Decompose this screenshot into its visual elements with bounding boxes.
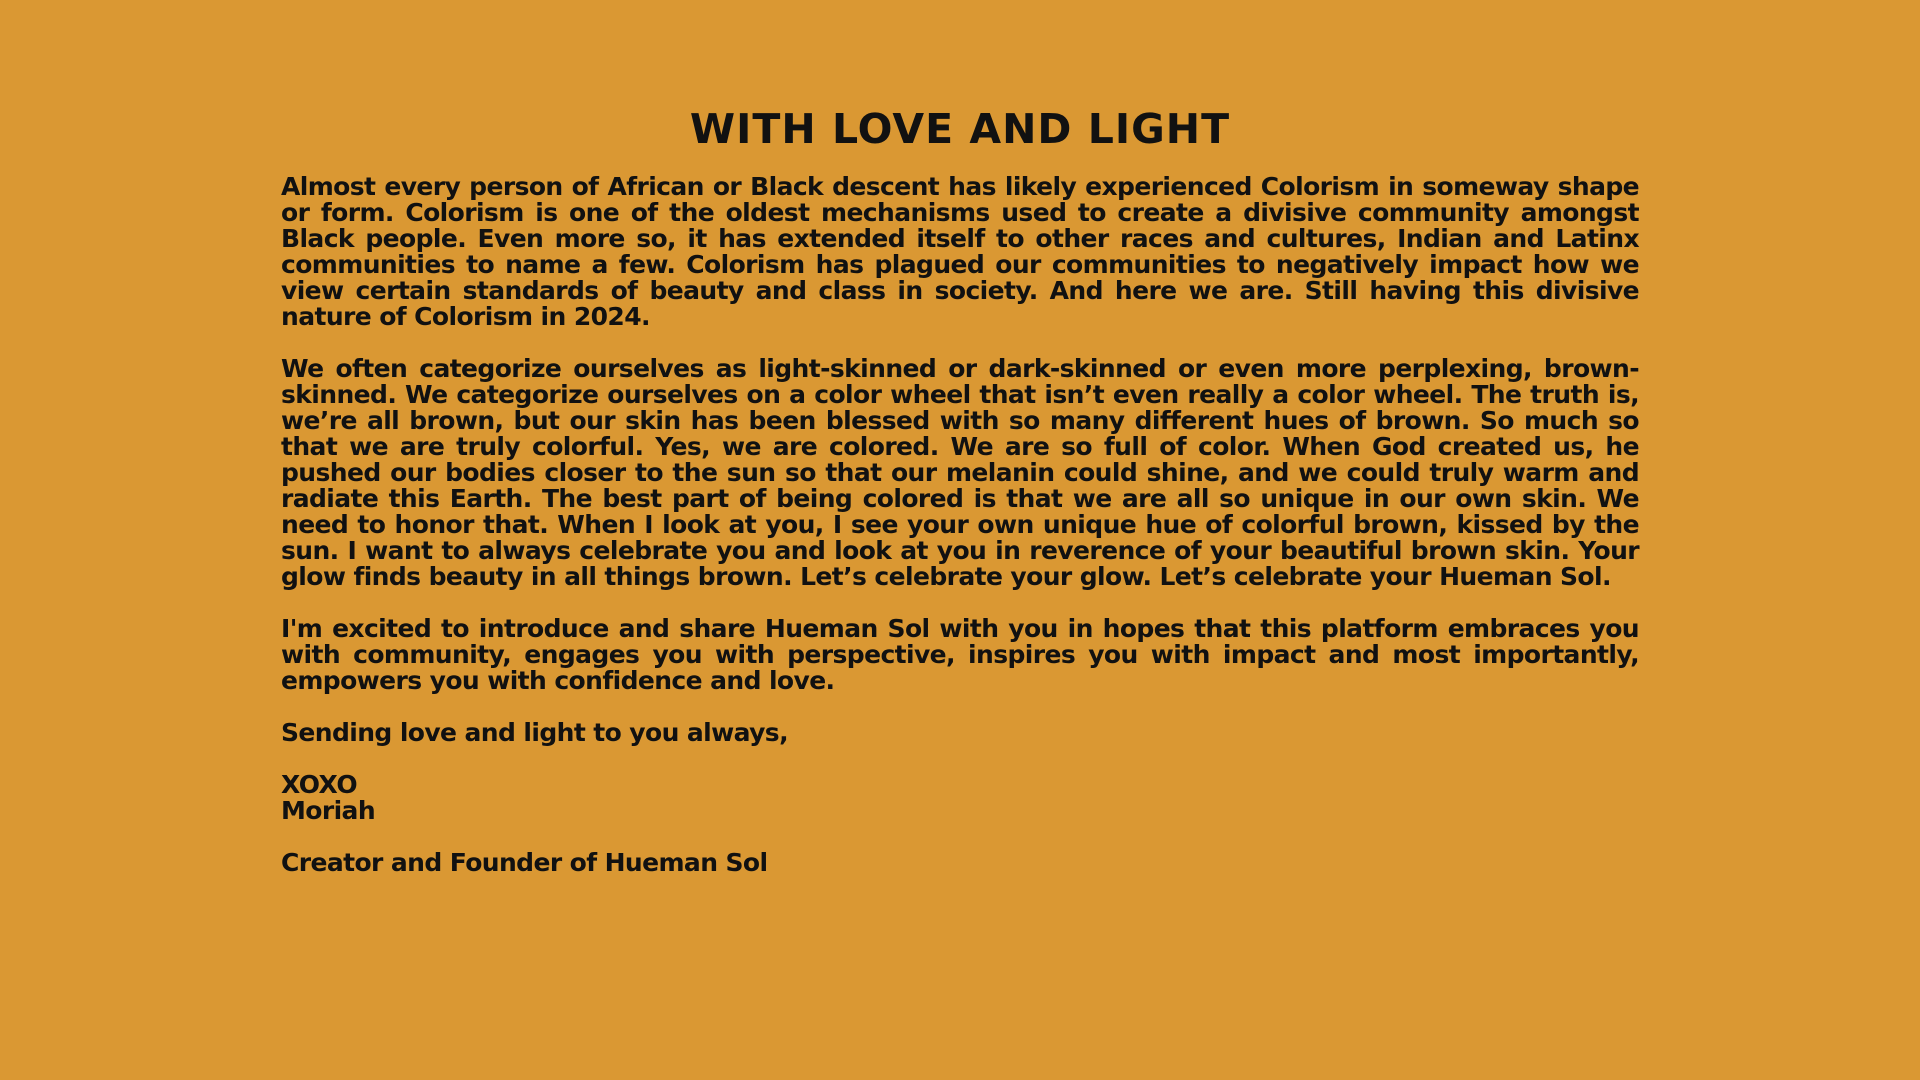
signature-name: Moriah	[281, 796, 376, 825]
paragraph-colorism-intro: Almost every person of African or Black descent has likely experienced Colorism in someway shape or form. Colorism is one of the oldest mechanisms used to create a divisive community amongst Black people. Even more so, it has extended itself to other races and cultures, Indian and Latinx communities to name a few. Colorism has plagued our communities to negatively impact how we view certain standards of beauty and class in society. And here we are. Still having this divisive nature of Colorism in 2024.	[281, 172, 1639, 331]
signature-block	[281, 772, 1639, 824]
signoff: XOXO	[281, 770, 357, 799]
paragraph-shades-of-brown: We often categorize ourselves as light-skinned or dark-skinned or even more perplexing, brown-skinned. We categorize ourselves on a color wheel that isn’t even really a color wheel. The truth is, we’re all brown, but our skin has been blessed with so many different hues of brown. So much so that we are truly colorful. Yes, we are colored. We are so full of color. When God created us, he pushed our bodies closer to the sun so that our melanin could shine, and we could truly warm and radiate this Earth. The best part of being colored is that we are all so unique in our own skin. We need to honor that. When I look at you, I see your own unique hue of colorful brown, kissed by the sun. I want to always celebrate you and look at you in reverence of your beautiful brown skin. Your glow finds beauty in all things brown. Let’s celebrate your glow. Let’s celebrate your Hueman Sol.	[281, 354, 1639, 591]
letter-body	[281, 174, 1639, 902]
closing-line: Sending love and light to you always,	[281, 718, 788, 747]
page-title: WITH LOVE AND LIGHT	[689, 105, 1231, 153]
signature-title: Creator and Founder of Hueman Sol	[281, 848, 768, 877]
paragraph-platform-intro: I'm excited to introduce and share Hueman Sol with you in hopes that this platform embraces you with community, engages you with perspective, inspires you with impact and most importantly, empowers you with confidence and love.	[281, 614, 1639, 695]
